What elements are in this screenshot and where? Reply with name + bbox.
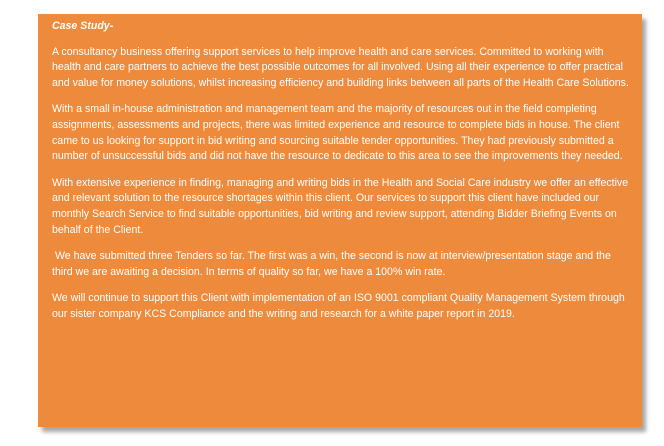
case-study-paragraph-4: We have submitted three Tenders so far. The first was a win, the second is now at interview/presentation stage and the third we are awaiting a decision. In terms of quality so far, we have a 100% win rate. bbox=[52, 250, 614, 278]
case-study-paragraph-2: With a small in-house administration and management team and the majority of resources out in the field completing assignments, assessments and projects, there was limited experience and resource to complete bids in house. The client came to us looking for support in bid writing and sourcing suitable tender opportunities. They had previously submitted a number of unsuccessful bids and did not have the resource to dedicate to this area to see the improvements they needed. bbox=[52, 103, 623, 163]
case-study-paragraph-5: We will continue to support this Client with implementation of an ISO 9001 compliant Quality Management System through our sister company KCS Compliance and the writing and research for a white paper report in 2019. bbox=[52, 292, 625, 320]
case-study-title: Case Study- bbox=[52, 20, 114, 32]
case-study-paragraph-1: A consultancy business offering support services to help improve health and care services. Committed to working with health and care partners to achieve the best possible outcomes for all involved. Using all their experience to offer practical and value for money solutions, whilst increasing efficiency and building links between all parts of the Health Care Solutions. bbox=[52, 45, 629, 89]
case-study-paragraph-3: With extensive experience in finding, managing and writing bids in the Health and Social Care industry we offer an effective and relevant solution to the resource shortages within this client. Our services to support this client have included our monthly Search Service to find suitable opportunities, bid writing and review support, attending Bidder Briefing Events on behalf of the Client. bbox=[52, 176, 629, 236]
case-study-panel bbox=[38, 14, 642, 427]
